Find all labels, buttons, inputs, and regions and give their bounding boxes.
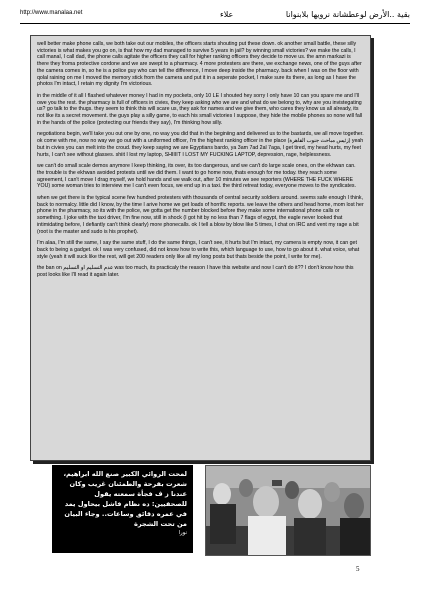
page-number: 5 xyxy=(356,565,360,573)
article-paragraph-2: in the middle of it all I flashed whatever money I had in my pockets, only 10 LE I shouted hey sorry I only have 10 can you spare me and I'll owe you the rest. the pharmacy is full of officers in civies, they keep asking who we are and what do we belong to, why are you invistegating us? go talk to the thugs. they seem to think this will scare us, they ask for names and we give them, who cares they know us all already, its not like its a secret movement. the guys play a silly game, to each his small victories I suppose, they hide the mobile phones so none will fall in the hands of the police (protecting our friends they say), I'm thinking how silly. xyxy=(37,92,363,126)
header-rule xyxy=(20,23,410,24)
author-name: علاء xyxy=(220,10,234,19)
article-paragraph-4: we can't do small scale demos anymore I keep thinking, its over, its too dangerous, and we can't do large scale ones, on the ekhwan can. the trouble is the ekhwan avoided protests until we did them. I want to go home now, thats enough for me today. they reach some agreement, I can't move I drag myself, we hold hands and we walk out, after 10 minutes we see reporters (WHERE THE FUCK WHERE YOU) some woman tries to interview me I can't even focus, we end up in a taxi. the third retreat today, everyone moves to the syndicates. xyxy=(37,163,356,190)
arabic-quote-box xyxy=(52,465,193,553)
article-paragraph-7: the ban on عدم التسليم او التسليم was too much, its practicaly the reason I have this website and now I can't do it?? I don't know how this post looks like I'll read it again later. xyxy=(37,265,354,279)
article-paragraph-1: well better make phone calls, we both take out our mobiles, the officers starts shouting put these down. ok another small battle, these silly victories is what makes you go on, is that how my dad managed to survive 5 years in jail? by winning small victories? we make the calls, I call manal, I call dad, the phone calls agitate the officers they call for higher ranking officers they decide to move us. the amn markazi is there they froma protective cordone and we are swept to a pharmacy. 4 more protesters are there, we exchange news, one of the guys after the camera comes in, so he is a police guy who can tell the difference, I move deep inside the pharmacy. back when I was on the floor with qolal raining on me I moved the memory stick from the camera and put it in a seperate pocket, I make sure its there, as long as I have the photos I'm intact, I retain my dignity I'm victorious. xyxy=(37,41,362,88)
protest-photo xyxy=(205,465,371,556)
quote-text: لمحت الروائي الكبير صنع الله ابراهيم، شعرت بفرحة والطمئنان غريب وكان عندنا ز ف فجأة سمعته يقول للصحفيين: ده نظام فاشل بيحاول يمد في عمره دقائق وساعات.. وجاء البيان من تحت الشجرة xyxy=(63,470,187,528)
site-url[interactable]: http://www.manalaa.net xyxy=(20,10,83,16)
page-header xyxy=(20,10,410,24)
article-paragraph-6: I'm alaa, I'm still the same, I say the same stuff, I do the same things, I can't see, it hurts but I'm intact, my camera is empty now, it can get back to being a gadget. ok I was very confused, did not know how to write this, which language to use, how to go about it. what voice, what style (yeah it will suck like the rest, will get 200 readers only like all my long posts but thats beside the point, I write for me). xyxy=(37,240,360,260)
article-box xyxy=(30,35,371,461)
article-paragraph-5: when we get there is the typical scene few hundred protesters with thousands of central security soldiers around. seems safe enough I think, back to normalcy. little did I know, by the time I arive home we get loads of horrific reports. we leave the others and head home, mom lost her phone in the pharmacy, so its with the police, we gotta get the number blocked before they make some international phone calls or something. I joke with the taxi driver, I'm fine now, still in shock (I got hit by no less than 7 flags of egypt, the eagle never looked that intimidating before, I defiantly can't think clearly) more phonecalls. ok I tell a blow by blow like 5 times, I chat on IRC and vent my rage a bit (root is the master and sudo is his prophet). xyxy=(37,195,364,235)
protest-photo-graphic xyxy=(206,466,370,555)
header-title: بقية ..الأرض لوعطشانة نرويها بلابنوانا xyxy=(285,10,410,19)
quote-signature: نورا xyxy=(178,530,187,536)
article-paragraph-3: negotiations begin, we'll take you out one by one, no way you did that in the beginiing and delivered us to the bastards, we all move together. ok come with me, now no way we go out with a uniformed officer, I'm the highest ranking officer in the place (زئيس مباحث جنوب القاهرة) yeah but in civies you can melt into the croud. they keep saying we are Egyptians bardo, ya 3am 7ad 2al 7aga, I get tired, my head hurts, my feet hurts, I can't see without glasses. shiit I lost my laptop, SHIIIIT I LOST MY FUCKING LAPTOP, depression, rage, helplessness. xyxy=(37,131,364,158)
